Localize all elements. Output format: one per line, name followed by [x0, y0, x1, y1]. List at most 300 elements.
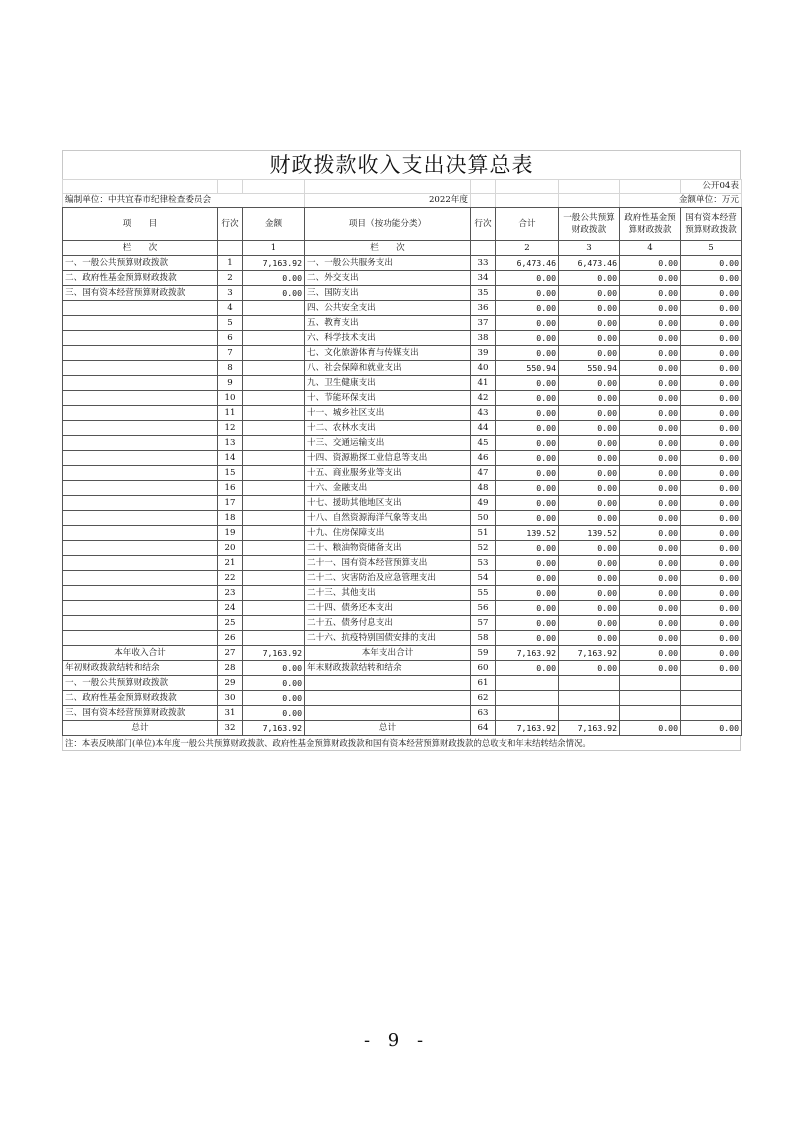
- table-row: [63, 691, 742, 706]
- compiling-unit: 编制单位：中共宜春市纪律检查委员会: [63, 194, 305, 208]
- cell-state: 0.00: [681, 526, 742, 541]
- cell-total: 0.00: [496, 286, 559, 301]
- cell-ino: 30: [218, 691, 243, 706]
- cell-iamt: [243, 361, 305, 376]
- cell-state: 0.00: [681, 361, 742, 376]
- cell-state: 0.00: [681, 496, 742, 511]
- report-title: 财政拨款收入支出决算总表: [62, 150, 741, 179]
- cell-ino: 22: [218, 571, 243, 586]
- cell-income: 年初财政拨款结转和结余: [63, 661, 218, 676]
- cell-income: [63, 511, 218, 526]
- cell-exp: 年末财政拨款结转和结余: [305, 661, 471, 676]
- table-note: 注：本表反映部门(单位)本年度一般公共预算财政拨款、政府性基金预算财政拨款和国有资本经营预算财政拨款的总收支和年末结转结余情况。: [62, 736, 741, 751]
- cell-state: 0.00: [681, 511, 742, 526]
- cell-eno: 64: [471, 721, 496, 736]
- cell-fund: 0.00: [620, 286, 681, 301]
- cell-exp: 十四、资源勘探工业信息等支出: [305, 451, 471, 466]
- table-row: [63, 601, 742, 616]
- cell-total: 0.00: [496, 556, 559, 571]
- cell-ino: 18: [218, 511, 243, 526]
- cell-income: 本年收入合计: [63, 646, 218, 661]
- cell-total: 0.00: [496, 451, 559, 466]
- cell-ino: 17: [218, 496, 243, 511]
- header-fund: 政府性基金预算财政拨款: [620, 208, 681, 241]
- cell-exp: 本年支出合计: [305, 646, 471, 661]
- table-row: [63, 391, 742, 406]
- cell-iamt: [243, 331, 305, 346]
- cell-income: [63, 361, 218, 376]
- cell-eno: 48: [471, 481, 496, 496]
- cell-gen: 0.00: [559, 481, 620, 496]
- cell-fund: 0.00: [620, 361, 681, 376]
- cell-state: 0.00: [681, 481, 742, 496]
- cell-state: 0.00: [681, 571, 742, 586]
- cell-fund: 0.00: [620, 481, 681, 496]
- cell-income: [63, 421, 218, 436]
- cell-state: 0.00: [681, 271, 742, 286]
- report-sheet: [62, 150, 741, 751]
- cell-ino: 9: [218, 376, 243, 391]
- cell-income: 二、政府性基金预算财政拨款: [63, 691, 218, 706]
- cell-income: 一、一般公共预算财政拨款: [63, 256, 218, 271]
- table-row: [63, 571, 742, 586]
- cell-total: 6,473.46: [496, 256, 559, 271]
- cell-gen: 0.00: [559, 571, 620, 586]
- cell-exp: 八、社会保障和就业支出: [305, 361, 471, 376]
- cell-fund: 0.00: [620, 496, 681, 511]
- cell-fund: [620, 676, 681, 691]
- cell-ino: 5: [218, 316, 243, 331]
- cell-ino: 26: [218, 631, 243, 646]
- cell-fund: 0.00: [620, 376, 681, 391]
- cell-gen: 0.00: [559, 601, 620, 616]
- cell-gen: 0.00: [559, 331, 620, 346]
- cell-iamt: 0.00: [243, 691, 305, 706]
- cell-state: 0.00: [681, 421, 742, 436]
- cell-gen: 0.00: [559, 391, 620, 406]
- cell-iamt: [243, 481, 305, 496]
- table-row: [63, 361, 742, 376]
- cell-total: [496, 691, 559, 706]
- cell-state: 0.00: [681, 436, 742, 451]
- cell-eno: 49: [471, 496, 496, 511]
- cell-gen: [559, 691, 620, 706]
- cell-income: [63, 391, 218, 406]
- cell-iamt: 7,163.92: [243, 721, 305, 736]
- header-row-no-2: 行次: [471, 208, 496, 241]
- cell-iamt: [243, 466, 305, 481]
- cell-fund: [620, 706, 681, 721]
- cell-income: [63, 346, 218, 361]
- cell-gen: 550.94: [559, 361, 620, 376]
- cell-iamt: [243, 376, 305, 391]
- cell-gen: 0.00: [559, 316, 620, 331]
- cell-ino: 32: [218, 721, 243, 736]
- cell-gen: [559, 706, 620, 721]
- cell-iamt: [243, 631, 305, 646]
- cell-eno: 62: [471, 691, 496, 706]
- cell-fund: 0.00: [620, 586, 681, 601]
- cell-iamt: [243, 496, 305, 511]
- cell-eno: 34: [471, 271, 496, 286]
- cell-state: [681, 706, 742, 721]
- cell-iamt: 7,163.92: [243, 646, 305, 661]
- cell-income: 总计: [63, 721, 218, 736]
- cell-total: 0.00: [496, 481, 559, 496]
- cell-fund: 0.00: [620, 571, 681, 586]
- cell-ino: 13: [218, 436, 243, 451]
- cell-state: 0.00: [681, 556, 742, 571]
- cell-state: 0.00: [681, 256, 742, 271]
- cell-gen: [559, 676, 620, 691]
- cell-iamt: [243, 541, 305, 556]
- cell-total: 0.00: [496, 301, 559, 316]
- cell-eno: 63: [471, 706, 496, 721]
- cell-total: 0.00: [496, 316, 559, 331]
- cell-exp: 四、公共安全支出: [305, 301, 471, 316]
- cell-iamt: 0.00: [243, 271, 305, 286]
- cell-total: 0.00: [496, 616, 559, 631]
- cell-eno: 37: [471, 316, 496, 331]
- cell-fund: 0.00: [620, 271, 681, 286]
- cell-exp: 十六、金融支出: [305, 481, 471, 496]
- cell-ino: 1: [218, 256, 243, 271]
- cell-fund: 0.00: [620, 661, 681, 676]
- table-row: [63, 676, 742, 691]
- cell-exp: 十八、自然资源海洋气象等支出: [305, 511, 471, 526]
- cell-eno: 36: [471, 301, 496, 316]
- cell-eno: 33: [471, 256, 496, 271]
- cell-gen: 0.00: [559, 466, 620, 481]
- table-row: [63, 346, 742, 361]
- cell-iamt: [243, 436, 305, 451]
- header-row-no: 行次: [218, 208, 243, 241]
- cell-gen: 0.00: [559, 451, 620, 466]
- cell-eno: 53: [471, 556, 496, 571]
- cell-ino: 11: [218, 406, 243, 421]
- cell-exp: 三、国防支出: [305, 286, 471, 301]
- cell-fund: 0.00: [620, 436, 681, 451]
- cell-fund: 0.00: [620, 256, 681, 271]
- cell-state: 0.00: [681, 541, 742, 556]
- cell-gen: 0.00: [559, 421, 620, 436]
- cell-state: 0.00: [681, 661, 742, 676]
- cell-eno: 35: [471, 286, 496, 301]
- cell-total: 0.00: [496, 571, 559, 586]
- header-total: 合计: [496, 208, 559, 241]
- cell-total: 0.00: [496, 406, 559, 421]
- cell-ino: 15: [218, 466, 243, 481]
- table-row: [63, 646, 742, 661]
- cell-fund: 0.00: [620, 406, 681, 421]
- cell-ino: 21: [218, 556, 243, 571]
- cell-state: 0.00: [681, 616, 742, 631]
- cell-eno: 56: [471, 601, 496, 616]
- cell-ino: 29: [218, 676, 243, 691]
- cell-state: 0.00: [681, 451, 742, 466]
- cell-state: 0.00: [681, 346, 742, 361]
- table-row: [63, 661, 742, 676]
- cell-income: [63, 481, 218, 496]
- cell-state: 0.00: [681, 646, 742, 661]
- cell-iamt: [243, 601, 305, 616]
- cell-ino: 7: [218, 346, 243, 361]
- cell-income: [63, 451, 218, 466]
- cell-state: 0.00: [681, 301, 742, 316]
- cell-iamt: 0.00: [243, 706, 305, 721]
- cell-exp: 一、一般公共服务支出: [305, 256, 471, 271]
- cell-eno: 61: [471, 676, 496, 691]
- cell-eno: 44: [471, 421, 496, 436]
- cell-income: [63, 496, 218, 511]
- cell-eno: 54: [471, 571, 496, 586]
- cell-exp: 十五、商业服务业等支出: [305, 466, 471, 481]
- cell-total: [496, 676, 559, 691]
- cell-state: 0.00: [681, 391, 742, 406]
- cell-total: 0.00: [496, 436, 559, 451]
- cell-fund: 0.00: [620, 316, 681, 331]
- cell-total: 7,163.92: [496, 721, 559, 736]
- cell-eno: 51: [471, 526, 496, 541]
- cell-eno: 40: [471, 361, 496, 376]
- cell-total: 0.00: [496, 586, 559, 601]
- cell-iamt: [243, 316, 305, 331]
- cell-income: [63, 556, 218, 571]
- cell-exp: [305, 676, 471, 691]
- cell-fund: 0.00: [620, 451, 681, 466]
- cell-exp: 二十五、债务付息支出: [305, 616, 471, 631]
- cell-state: [681, 676, 742, 691]
- cell-income: [63, 331, 218, 346]
- cell-exp: 二十二、灾害防治及应急管理支出: [305, 571, 471, 586]
- cell-gen: 0.00: [559, 586, 620, 601]
- cell-total: 0.00: [496, 511, 559, 526]
- cell-ino: 10: [218, 391, 243, 406]
- cell-exp: 十二、农林水支出: [305, 421, 471, 436]
- cell-exp: 二十六、抗疫特别国债安排的支出: [305, 631, 471, 646]
- cell-exp: [305, 691, 471, 706]
- table-row: [63, 496, 742, 511]
- currency-unit: 金额单位：万元: [620, 194, 742, 208]
- cell-state: 0.00: [681, 721, 742, 736]
- cell-gen: 0.00: [559, 376, 620, 391]
- cell-gen: 0.00: [559, 541, 620, 556]
- header-general: 一般公共预算财政拨款: [559, 208, 620, 241]
- table-row: [63, 451, 742, 466]
- cell-ino: 27: [218, 646, 243, 661]
- cell-exp: 九、卫生健康支出: [305, 376, 471, 391]
- table-row: [63, 706, 742, 721]
- cell-eno: 52: [471, 541, 496, 556]
- cell-iamt: [243, 346, 305, 361]
- table-row: [63, 316, 742, 331]
- cell-ino: 4: [218, 301, 243, 316]
- cell-fund: 0.00: [620, 331, 681, 346]
- cell-state: 0.00: [681, 601, 742, 616]
- cell-eno: 58: [471, 631, 496, 646]
- cell-ino: 3: [218, 286, 243, 301]
- cell-total: 0.00: [496, 331, 559, 346]
- table-row: [63, 331, 742, 346]
- cell-income: [63, 586, 218, 601]
- table-row: [63, 616, 742, 631]
- cell-gen: 0.00: [559, 496, 620, 511]
- table-row: [63, 556, 742, 571]
- cell-eno: 45: [471, 436, 496, 451]
- cell-gen: 0.00: [559, 301, 620, 316]
- cell-exp: 十九、住房保障支出: [305, 526, 471, 541]
- table-row: [63, 511, 742, 526]
- cell-eno: 43: [471, 406, 496, 421]
- cell-iamt: [243, 616, 305, 631]
- cell-income: [63, 466, 218, 481]
- column-index-row: 栏 次 1 栏 次 2 3 4 5: [63, 241, 742, 256]
- cell-fund: 0.00: [620, 646, 681, 661]
- cell-iamt: [243, 526, 305, 541]
- cell-ino: 8: [218, 361, 243, 376]
- cell-total: 139.52: [496, 526, 559, 541]
- table-row: [63, 256, 742, 271]
- table-row: [63, 466, 742, 481]
- cell-eno: 55: [471, 586, 496, 601]
- cell-state: 0.00: [681, 466, 742, 481]
- cell-fund: 0.00: [620, 421, 681, 436]
- cell-gen: 0.00: [559, 346, 620, 361]
- cell-fund: 0.00: [620, 631, 681, 646]
- table-row: [63, 481, 742, 496]
- cell-income: [63, 316, 218, 331]
- cell-income: [63, 601, 218, 616]
- cell-fund: 0.00: [620, 511, 681, 526]
- cell-fund: 0.00: [620, 346, 681, 361]
- cell-ino: 24: [218, 601, 243, 616]
- cell-income: [63, 631, 218, 646]
- cell-exp: 十一、城乡社区支出: [305, 406, 471, 421]
- cell-gen: 0.00: [559, 511, 620, 526]
- page-number: - 9 -: [363, 1030, 430, 1051]
- cell-iamt: 0.00: [243, 676, 305, 691]
- cell-iamt: 7,163.92: [243, 256, 305, 271]
- cell-iamt: [243, 391, 305, 406]
- table-row: [63, 631, 742, 646]
- cell-total: 0.00: [496, 541, 559, 556]
- table-row: [63, 721, 742, 736]
- cell-ino: 28: [218, 661, 243, 676]
- cell-eno: 60: [471, 661, 496, 676]
- cell-income: [63, 616, 218, 631]
- cell-exp: 二十、粮油物资储备支出: [305, 541, 471, 556]
- cell-eno: 38: [471, 331, 496, 346]
- cell-fund: [620, 691, 681, 706]
- cell-ino: 12: [218, 421, 243, 436]
- cell-iamt: [243, 571, 305, 586]
- cell-iamt: [243, 556, 305, 571]
- cell-fund: 0.00: [620, 601, 681, 616]
- cell-state: 0.00: [681, 586, 742, 601]
- cell-gen: 7,163.92: [559, 721, 620, 736]
- cell-total: 0.00: [496, 346, 559, 361]
- cell-gen: 0.00: [559, 556, 620, 571]
- table-body: [63, 241, 742, 736]
- cell-exp: 二十四、债务还本支出: [305, 601, 471, 616]
- report-table: [62, 179, 742, 736]
- cell-exp: 二、外交支出: [305, 271, 471, 286]
- cell-state: 0.00: [681, 376, 742, 391]
- cell-eno: 46: [471, 451, 496, 466]
- cell-fund: 0.00: [620, 616, 681, 631]
- cell-income: [63, 376, 218, 391]
- cell-gen: 6,473.46: [559, 256, 620, 271]
- cell-eno: 41: [471, 376, 496, 391]
- header-amount: 金额: [243, 208, 305, 241]
- cell-total: 0.00: [496, 661, 559, 676]
- cell-ino: 16: [218, 481, 243, 496]
- cell-gen: 0.00: [559, 286, 620, 301]
- cell-exp: [305, 706, 471, 721]
- cell-exp: 二十一、国有资本经营预算支出: [305, 556, 471, 571]
- cell-ino: 31: [218, 706, 243, 721]
- cell-total: 0.00: [496, 496, 559, 511]
- cell-income: [63, 301, 218, 316]
- cell-exp: 五、教育支出: [305, 316, 471, 331]
- cell-fund: 0.00: [620, 526, 681, 541]
- cell-eno: 57: [471, 616, 496, 631]
- cell-ino: 19: [218, 526, 243, 541]
- cell-ino: 23: [218, 586, 243, 601]
- cell-gen: 139.52: [559, 526, 620, 541]
- cell-gen: 0.00: [559, 616, 620, 631]
- cell-exp: 六、科学技术支出: [305, 331, 471, 346]
- cell-exp: 十七、援助其他地区支出: [305, 496, 471, 511]
- table-row: [63, 586, 742, 601]
- cell-gen: 0.00: [559, 271, 620, 286]
- cell-state: 0.00: [681, 286, 742, 301]
- cell-total: 550.94: [496, 361, 559, 376]
- cell-state: 0.00: [681, 316, 742, 331]
- cell-total: 0.00: [496, 271, 559, 286]
- cell-fund: 0.00: [620, 556, 681, 571]
- header-state: 国有资本经营预算财政拨款: [681, 208, 742, 241]
- table-row: [63, 301, 742, 316]
- cell-ino: 25: [218, 616, 243, 631]
- cell-income: [63, 526, 218, 541]
- cell-iamt: [243, 451, 305, 466]
- cell-exp: 十、节能环保支出: [305, 391, 471, 406]
- cell-iamt: [243, 421, 305, 436]
- cell-state: 0.00: [681, 406, 742, 421]
- cell-fund: 0.00: [620, 466, 681, 481]
- cell-ino: 14: [218, 451, 243, 466]
- cell-iamt: [243, 406, 305, 421]
- cell-state: 0.00: [681, 331, 742, 346]
- table-row: [63, 376, 742, 391]
- cell-ino: 6: [218, 331, 243, 346]
- cell-fund: 0.00: [620, 721, 681, 736]
- cell-total: 0.00: [496, 631, 559, 646]
- cell-income: [63, 406, 218, 421]
- cell-gen: 0.00: [559, 436, 620, 451]
- cell-iamt: 0.00: [243, 661, 305, 676]
- cell-income: [63, 436, 218, 451]
- cell-ino: 20: [218, 541, 243, 556]
- cell-iamt: [243, 511, 305, 526]
- table-row: [63, 406, 742, 421]
- header-func-item: 项目（按功能分类）: [305, 208, 471, 241]
- cell-gen: 7,163.92: [559, 646, 620, 661]
- cell-total: 0.00: [496, 421, 559, 436]
- table-header: [63, 208, 742, 241]
- cell-fund: 0.00: [620, 301, 681, 316]
